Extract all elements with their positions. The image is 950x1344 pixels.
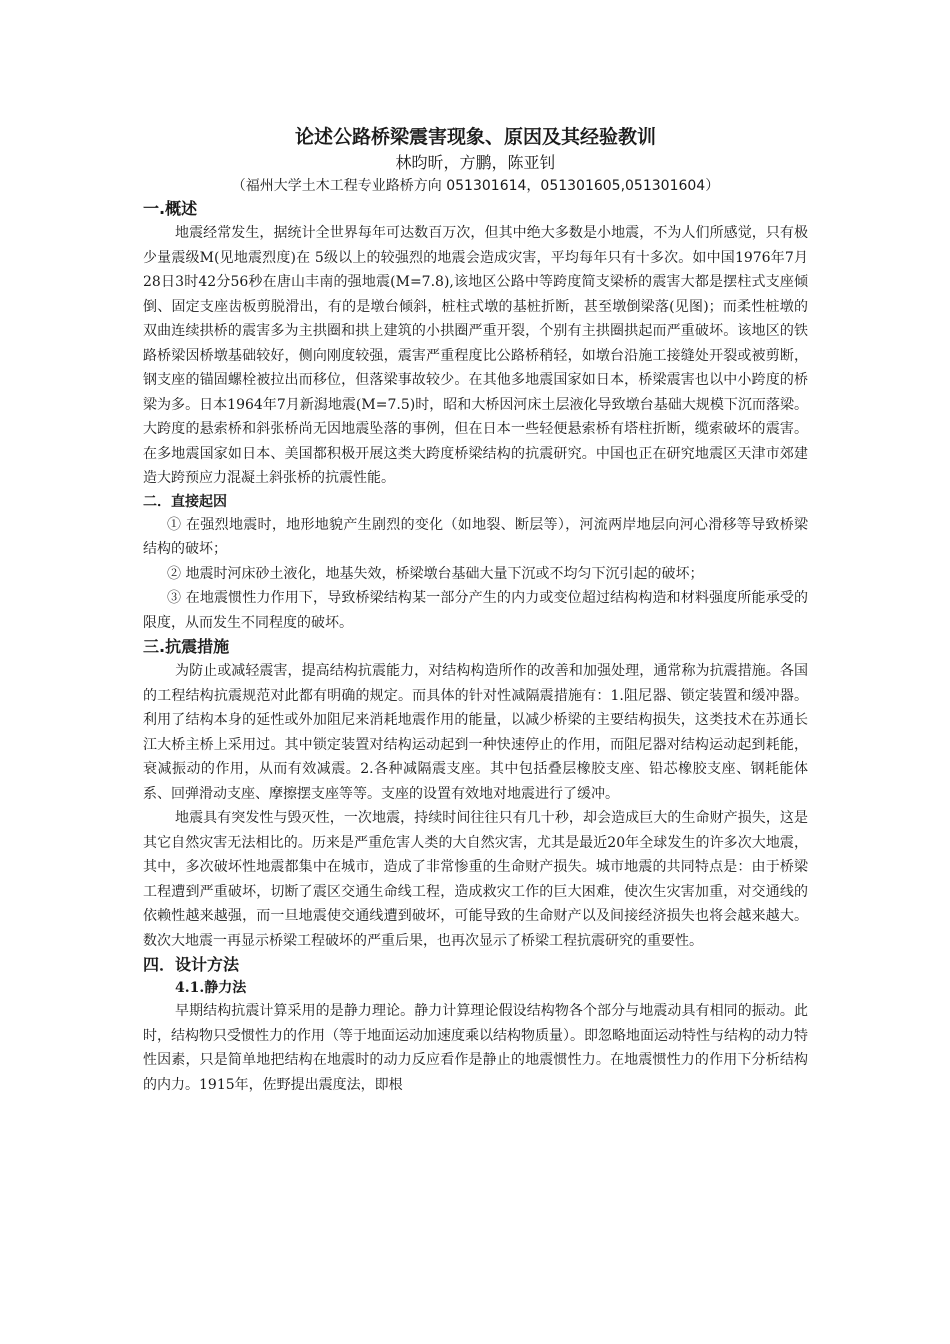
section-heading-overview: 一.概述 <box>143 199 198 218</box>
section-heading-design-methods: 四．设计方法 <box>143 955 240 974</box>
list-item: ① 在强烈地震时，地形地貌产生剧烈的变化（如地裂、断层等），河流两岸地层向河心滑移等导致桥梁结构的破坏； <box>143 516 808 557</box>
list-item: ③ 在地震惯性力作用下，导致桥梁结构某一部分产生的内力或变位超过结构构造和材料强度所能承受的限度，从而发生不同程度的破坏。 <box>143 590 808 631</box>
document-body <box>143 123 808 1097</box>
section-heading-causes: 二．直接起因 <box>143 493 227 510</box>
subsection-heading-static-method: 4.1.静力法 <box>175 980 247 996</box>
paragraph: 早期结构抗震计算采用的是静力理论。静力计算理论假设结构物各个部分与地震动具有相同的振动。此时，结构物只受惯性力的作用（等于地面运动加速度乘以结构物质量）。即忽略地面运动特性与结构的动力特性因素，只是简单地把结构在地震时的动力反应看作是静止的地震惯性力。在地震惯性力的作用下分析结构的内力。1915年，佐野提出震度法，即根 <box>143 1003 808 1093</box>
document-title: 论述公路桥梁震害现象、原因及其经验教训 <box>294 126 656 148</box>
affiliation-line: （福州大学土木工程专业路桥方向 051301614，051301605,051301604） <box>231 178 720 194</box>
section-heading-measures: 三.抗震措施 <box>143 637 230 656</box>
paragraph: 地震经常发生，据统计全世界每年可达数百万次，但其中绝大多数是小地震，不为人们所感觉，只有极少量震级M(见地震烈度)在 5级以上的较强烈的地震会造成灾害，平均每年只有十多次。如中国1976年7月28日3时42分56秒在唐山丰南的强地震(M=7.8),该地区公路中等跨度简支梁桥的震害大都是摆柱式支座倾倒、固定支座齿板剪脱滑出，有的是墩台倾斜，桩柱式墩的基桩折断，甚至墩倒梁落(见图)；而柔性桩墩的双曲连续拱桥的震害多为主拱圈和拱上建筑的小拱圈严重开裂，个别有主拱圈拱起而严重破坏。该地区的铁路桥梁因桥墩基础较好，侧向刚度较强，震害严重程度比公路桥稍轻，如墩台沿施工接缝处开裂或被剪断，钢支座的锚固螺栓被拉出而移位，但落梁事故较少。在其他多地震国家如日本，桥梁震害也以中小跨度的桥梁为多。日本1964年7月新潟地震(M=7.5)时，昭和大桥因河床土层液化导致墩台基础大规模下沉而落梁。大跨度的悬索桥和斜张桥尚无因地震坠落的事例，但在日本一些轻便悬索桥有塔柱折断，缆索破坏的震害。在多地震国家如日本、美国都积极开展这类大跨度桥梁结构的抗震研究。中国也正在研究地震区天津市郊建造大跨预应力混凝土斜张桥的抗震性能。 <box>143 225 808 486</box>
paragraph: 地震具有突发性与毁灭性，一次地震，持续时间往往只有几十秒，却会造成巨大的生命财产损失，这是其它自然灾害无法相比的。历来是严重危害人类的大自然灾害，尤其是最近20年全球发生的许多次大地震，其中，多次破坏性地震都集中在城市，造成了非常惨重的生命财产损失。城市地震的共同特点是：由于桥梁工程遭到严重破坏，切断了震区交通生命线工程，造成救灾工作的巨大困难，使次生灾害加重，对交通线的依赖性越来越强，而一旦地震使交通线遭到破坏，可能导致的生命财产以及间接经济损失也将会越来越大。数次大地震一再显示桥梁工程破坏的严重后果，也再次显示了桥梁工程抗震研究的重要性。 <box>143 810 808 949</box>
list-item: ② 地震时河床砂土液化，地基失效，桥梁墩台基础大量下沉或不均匀下沉引起的破坏； <box>167 565 704 582</box>
paragraph: 为防止或减轻震害，提高结构抗震能力，对结构构造所作的改善和加强处理，通常称为抗震措施。各国的工程结构抗震规范对此都有明确的规定。而具体的针对性减隔震措施有：1.阻尼器、锁定装置和缓冲器。利用了结构本身的延性或外加阻尼来消耗地震作用的能量，以减少桥梁的主要结构损失，这类技术在苏通长江大桥主桥上采用过。其中锁定装置对结构运动起到一种快速停止的作用，而阻尼器对结构运动起到耗能，衰减振动的作用，从而有效减震。2.各种减隔震支座。其中包括叠层橡胶支座、铅芯橡胶支座、钢耗能体系、回弹滑动支座、摩擦摆支座等等。支座的设置有效地对地震进行了缓冲。 <box>143 663 808 802</box>
author-line: 林昀昕，方鹏，陈亚钊 <box>395 153 556 172</box>
